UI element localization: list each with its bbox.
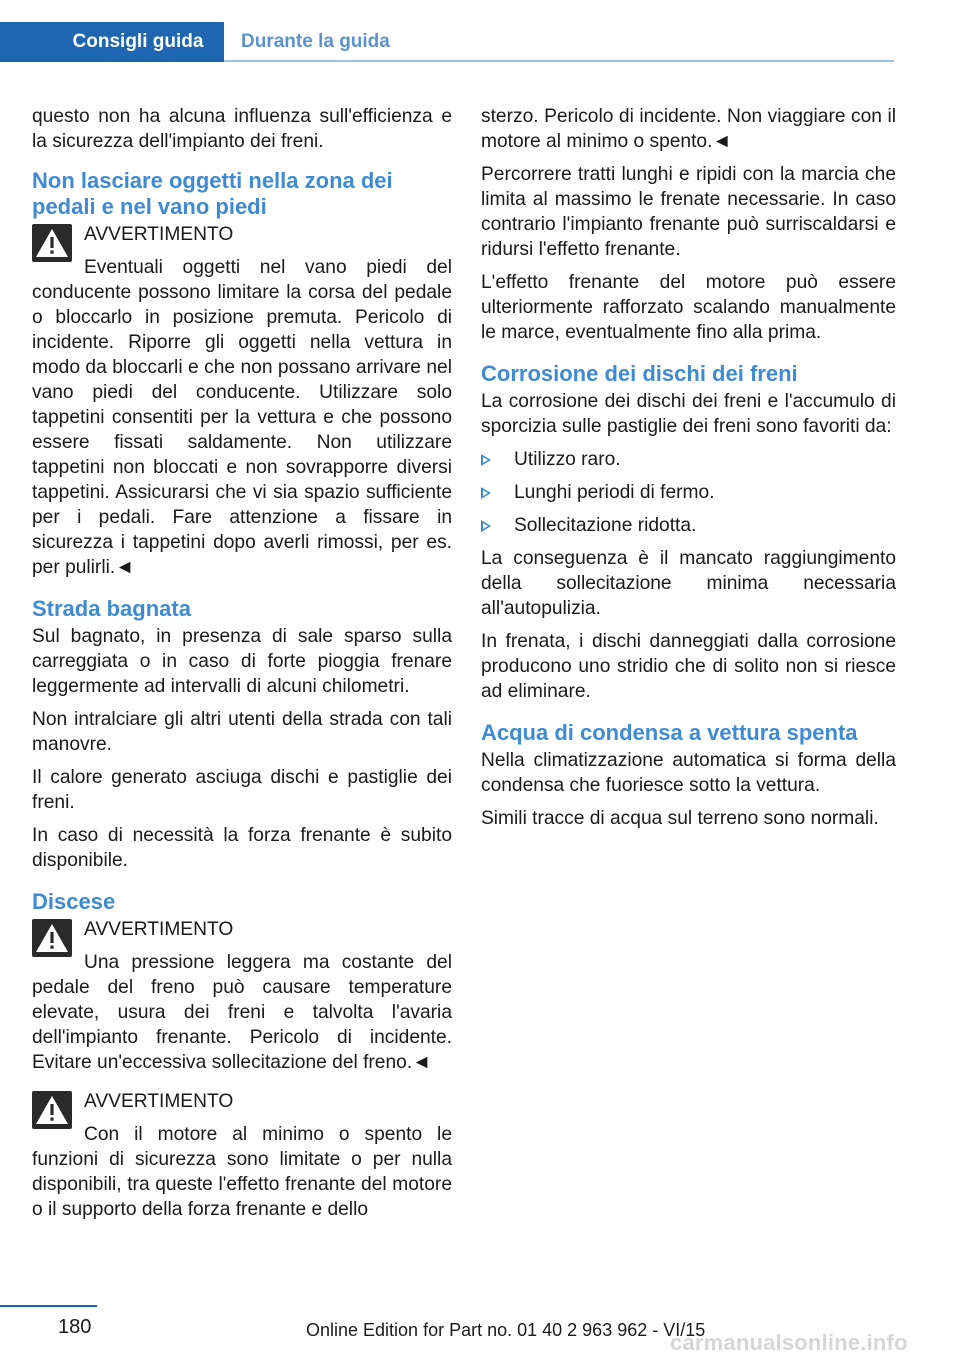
list-item-text: Utilizzo raro.	[514, 449, 621, 470]
paragraph: La corrosione dei dischi dei freni e l'accumulo di sporcizia sulle pastiglie dei freni sono favoriti da:	[481, 391, 896, 437]
warning-label: AVVERTIMENTO	[84, 1091, 234, 1112]
section-title-descents: Discese	[32, 889, 116, 914]
warning-label: AVVERTIMENTO	[84, 919, 234, 940]
paragraph: Sul bagnato, in presenza di sale sparso sulla carreggiata o in caso di forte pioggia frenare leggermente ad intervalli di alcuni chilometri.	[32, 626, 452, 697]
warning-triangle-icon	[32, 1091, 72, 1129]
warning-text: Con il motore al minimo o spento le funzioni di sicurezza sono limitate o per nulla disponibili, tra queste l'effetto frenante del motore o il supporto della forza frenante e dello	[32, 1124, 452, 1220]
intro-paragraph: questo non ha alcuna influenza sull'efficienza e la sicurezza dell'impianto dei freni.	[32, 106, 452, 152]
paragraph: Simili tracce di acqua sul terreno sono normali.	[481, 808, 879, 829]
header-divider	[224, 60, 894, 62]
watermark: carmanualsonline.info	[670, 1330, 908, 1355]
section-title-wet-road: Strada bagnata	[32, 596, 191, 621]
warning-box	[32, 1089, 452, 1222]
paragraph: La conseguenza è il mancato raggiungimento della sollecitazione minima necessaria all'autopulizia.	[481, 548, 896, 619]
warning-label: AVVERTIMENTO	[84, 224, 234, 245]
triangle-bullet-icon	[481, 520, 491, 532]
chapter-tab: Consigli guida	[0, 22, 224, 62]
paragraph: In frenata, i dischi danneggiati dalla corrosione producono uno stridio che di solito non si riesce ad eliminare.	[481, 631, 896, 702]
triangle-bullet-icon	[481, 487, 491, 499]
right-column	[481, 104, 896, 839]
warning-box	[32, 917, 452, 1075]
section-title-pedals: Non lasciare oggetti nella zona dei pedali e nel vano piedi	[32, 168, 393, 219]
footer-divider	[0, 1305, 97, 1307]
triangle-bullet-icon	[481, 454, 491, 466]
warning-box	[32, 222, 452, 580]
list-item-text: Sollecitazione ridotta.	[514, 515, 697, 536]
warning-text: Una pressione leggera ma costante del pedale del freno può causare temperature elevate, usura dei freni e talvolta l'avaria dell'impianto frenante. Pericolo di incidente. Evitare un'eccessiva sollecitazione del freno.◄	[32, 952, 452, 1073]
paragraph: Nella climatizzazione automatica si forma della condensa che fuoriesce sotto la vettura.	[481, 750, 896, 796]
section-title-condensation: Acqua di condensa a vettura spenta	[481, 720, 858, 745]
list-item-text: Lunghi periodi di fermo.	[514, 482, 715, 503]
warning-text: Eventuali oggetti nel vano piedi del conducente possono limitare la corsa del pedale o bloccarlo in posizione premuta. Pericolo di incidente. Riporre gli oggetti nella vettura in modo da bloccarli e che non possano arrivare nel vano piedi del conducente. Utilizzare solo tappetini consentiti per la vettura e che possono essere fissati saldamente. Non utilizzare tappetini non bloccati e non sovrapporre diversi tappetini. Assicurarsi che vi sia spazio sufficiente per i pedali. Fare attenzione a fissare in sicurezza i tappetini dopo averli rimossi, per es. per pulirli.◄	[32, 257, 452, 578]
page-header	[0, 0, 960, 64]
left-column	[32, 104, 452, 1236]
edition-note: Online Edition for Part no. 01 40 2 963 962 - VI/15	[306, 1320, 706, 1340]
paragraph: Il calore generato asciuga dischi e pastiglie dei freni.	[32, 767, 452, 813]
paragraph: L'effetto frenante del motore può essere ulteriormente rafforzato scalando manualmente le marce, eventualmente fino alla prima.	[481, 272, 896, 343]
warning-triangle-icon	[32, 919, 72, 957]
list-item	[481, 513, 896, 538]
page-number: 180	[58, 1316, 92, 1338]
section-title-corrosion: Corrosione dei dischi dei freni	[481, 361, 798, 386]
bullet-list	[481, 447, 896, 538]
list-item	[481, 480, 896, 505]
paragraph: In caso di necessità la forza frenante è subito disponibile.	[32, 825, 452, 871]
paragraph: Percorrere tratti lunghi e ripidi con la marcia che limita al massimo le frenate necessarie. In caso contrario l'impianto frenante può surriscaldarsi e ridursi l'effetto frenante.	[481, 164, 896, 260]
continuation-paragraph: sterzo. Pericolo di incidente. Non viaggiare con il motore al minimo o spento.◄	[481, 106, 896, 152]
section-tab: Durante la guida	[241, 31, 390, 52]
paragraph: Non intralciare gli altri utenti della strada con tali manovre.	[32, 709, 452, 755]
warning-triangle-icon	[32, 224, 72, 262]
list-item	[481, 447, 896, 472]
